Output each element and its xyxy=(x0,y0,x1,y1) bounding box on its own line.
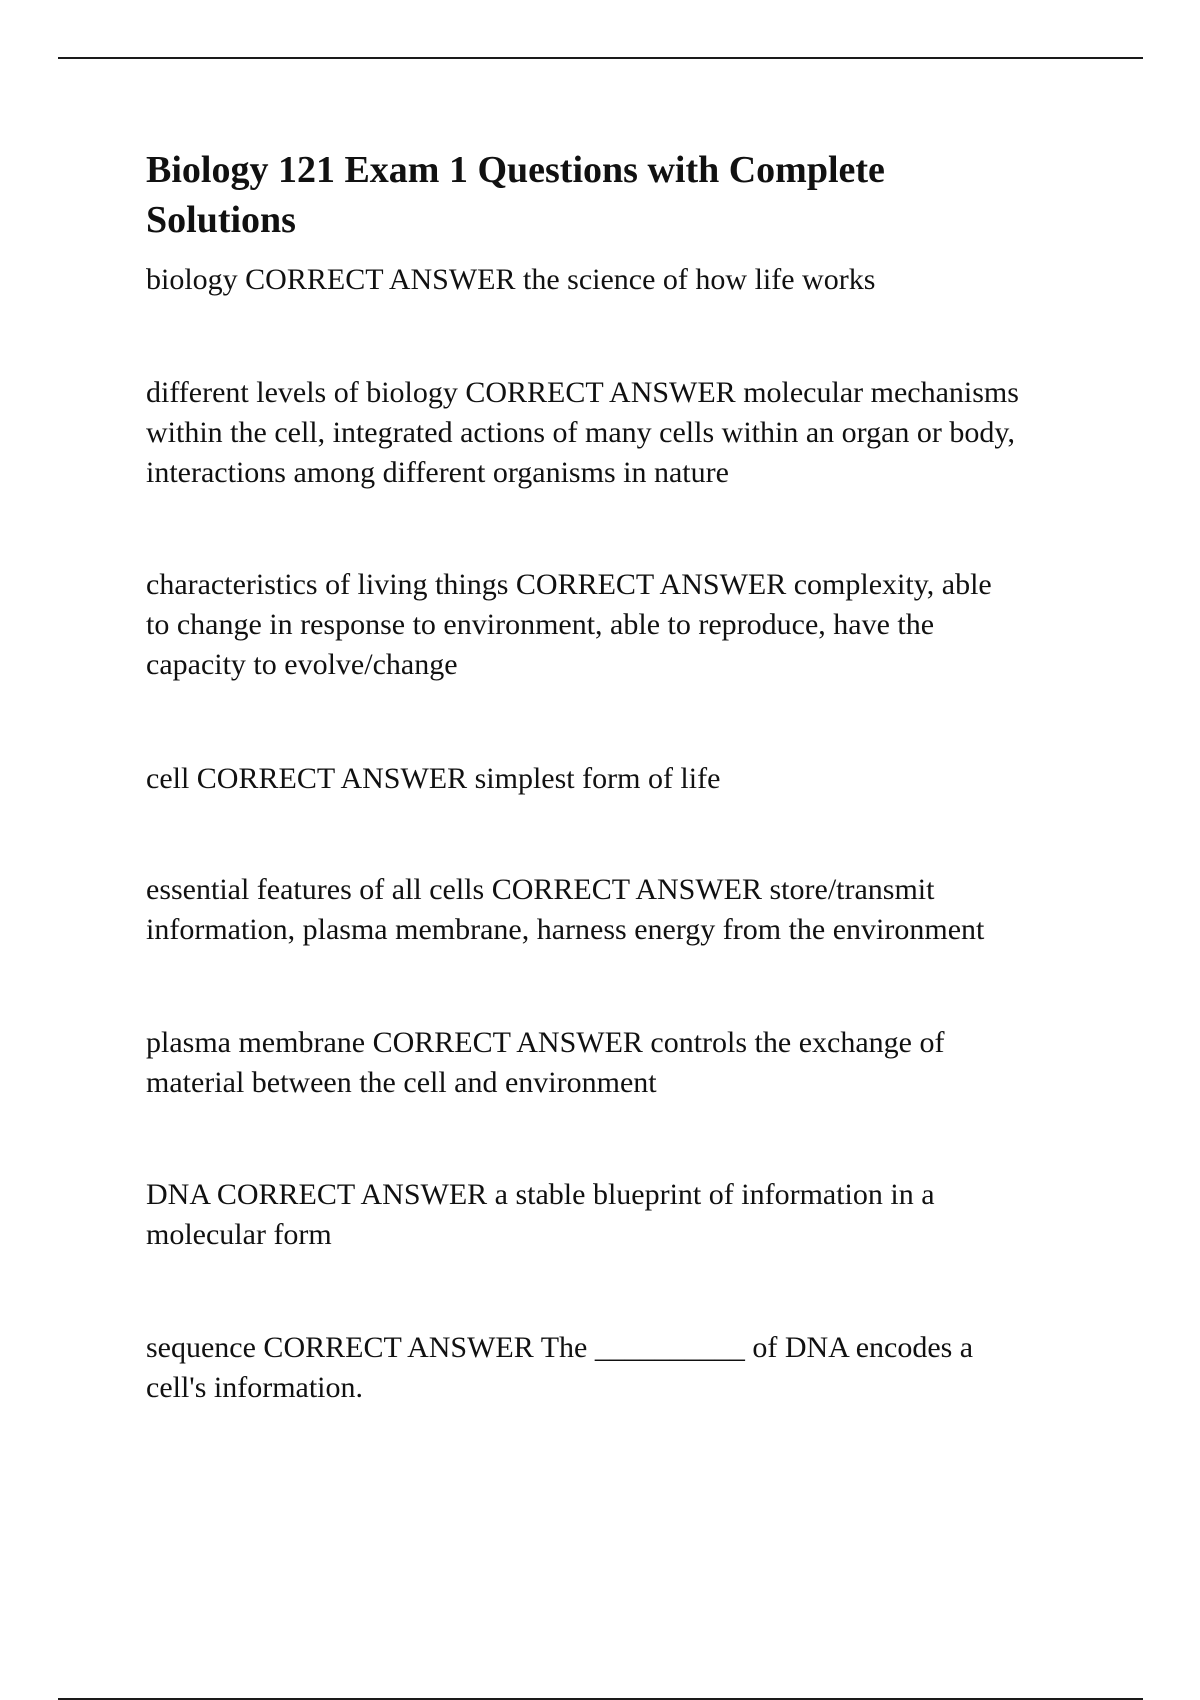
top-divider xyxy=(58,57,1143,59)
qa-entry-levels-of-biology: different levels of biology CORRECT ANSWER molecular mechanisms within the cell, integrated actions of many cells within an organ or body, interactions among different organisms in nature xyxy=(146,376,1019,489)
document-title: Biology 121 Exam 1 Questions with Complete Solutions xyxy=(146,149,885,241)
qa-entry-biology: biology CORRECT ANSWER the science of how life works xyxy=(146,263,876,296)
qa-entry-cell: cell CORRECT ANSWER simplest form of life xyxy=(146,762,721,795)
qa-entry-plasma-membrane: plasma membrane CORRECT ANSWER controls the exchange of material between the cell and environment xyxy=(146,1026,945,1099)
qa-entry-sequence: sequence CORRECT ANSWER The __________ of DNA encodes a cell's information. xyxy=(146,1331,974,1404)
qa-entry-dna: DNA CORRECT ANSWER a stable blueprint of information in a molecular form xyxy=(146,1178,935,1251)
qa-entry-essential-features: essential features of all cells CORRECT ANSWER store/transmit information, plasma membrane, harness energy from the environment xyxy=(146,873,985,946)
qa-entry-characteristics: characteristics of living things CORRECT ANSWER complexity, able to change in response to environment, able to reproduce, have the capacity to evolve/change xyxy=(146,568,992,681)
